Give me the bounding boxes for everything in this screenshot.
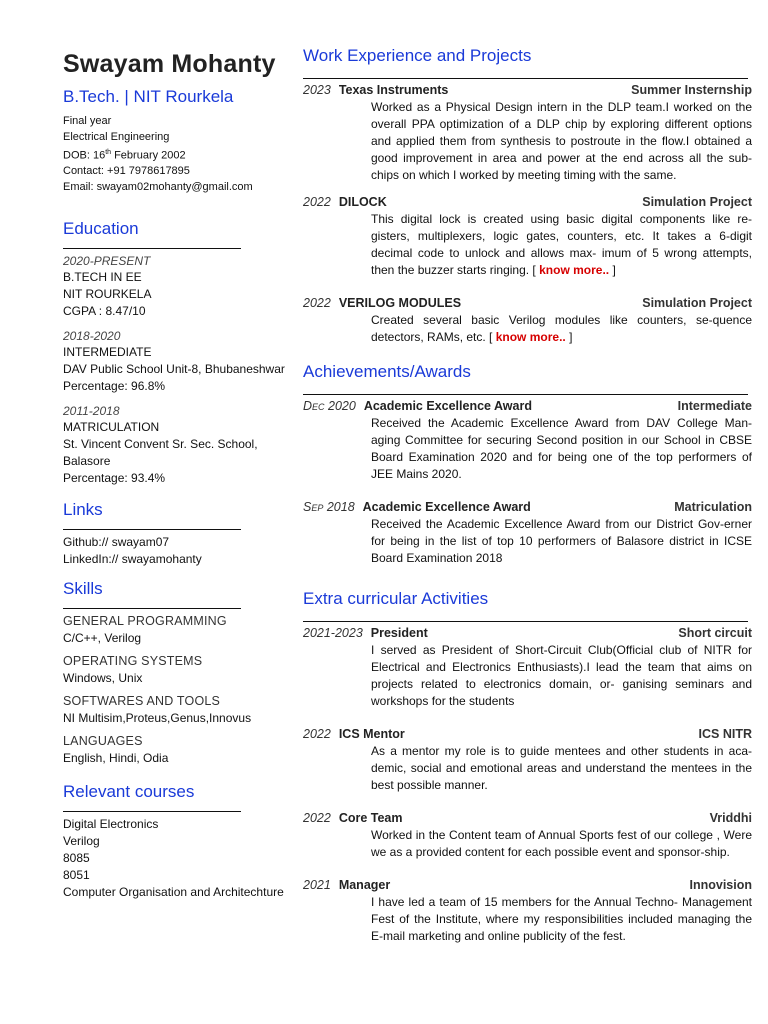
education-line: Balasore [63, 453, 111, 468]
entry-header [303, 810, 752, 827]
section-divider [63, 811, 241, 812]
skill-values: Windows, Unix [63, 670, 143, 685]
entry-description: I served as President of Short-Circuit Club(Official club of NITR for Electrical and Electronics Enthusiasts).I lead the team that aims on projects related to electronics domain, or- ganising seminars and workshops for the students [371, 643, 752, 708]
award-entry [303, 499, 752, 567]
entry-description: Worked in the Content team of Annual Sports fest of our college , Were we as a provided content for each possible event and sponsor-ship. [371, 828, 752, 859]
section-divider [303, 621, 748, 622]
section-divider [63, 248, 241, 249]
activity-entry [303, 625, 752, 710]
education-section [63, 218, 299, 487]
education-item [63, 328, 299, 395]
skill-category: LANGUAGES [63, 733, 143, 748]
activity-entry [303, 810, 752, 861]
description-text: This digital lock is created using basic digital components like re-gisters, multiplexers, logic gates, counters, etc. It takes a 6-digit decimal code to unlock and allows max- imum of 5 wrong attempts, then the buzzer starts ringing. [ [371, 212, 752, 277]
skill-category: OPERATING SYSTEMS [63, 653, 203, 668]
section-divider [303, 394, 748, 395]
education-line: INTERMEDIATE [63, 344, 152, 359]
entry-type: Simulation Project [642, 195, 752, 209]
section-divider [63, 608, 241, 609]
skills-section [63, 578, 299, 767]
courses-heading: Relevant courses [63, 781, 195, 801]
entry-description: As a mentor my role is to guide mentees and other students in aca-demic, social and emotional areas and understand the mentees in the best possible manner. [371, 744, 752, 792]
entry-title: Texas Instruments [338, 83, 449, 97]
entry-title: VERILOG MODULES [338, 296, 462, 310]
activity-entry [303, 877, 752, 945]
entry-date: 2022 [303, 296, 331, 310]
know-more-link[interactable]: know more.. [539, 263, 610, 277]
entry-type: Short circuit [678, 626, 752, 640]
entry-title: ICS Mentor [338, 727, 405, 741]
education-line: Percentage: 93.4% [63, 470, 166, 485]
education-year: 2011-2018 [63, 403, 120, 418]
entry-description: I have led a team of 15 members for the Annual Techno- Management Fest of the Institute, where my responsibilities included managing the E-mail marketing and online publicity of the fest. [371, 895, 752, 943]
dob-sup: th [105, 149, 112, 157]
entry-type: Innovision [689, 878, 752, 892]
entry-header [303, 499, 752, 516]
course-item: Digital Electronics [63, 816, 159, 831]
entry-date: 2022 [303, 811, 331, 825]
education-line: Percentage: 96.8% [63, 378, 166, 393]
awards-heading: Achievements/Awards [303, 362, 471, 381]
candidate-name: Swayam Mohanty [63, 50, 276, 78]
entry-description [371, 312, 752, 346]
entry-title: Academic Excellence Award [363, 399, 532, 413]
links-section [63, 499, 299, 568]
education-item [63, 253, 299, 320]
entry-header [303, 194, 752, 211]
description-tail: ] [565, 330, 573, 344]
skill-category: SOFTWARES AND TOOLS [63, 693, 221, 708]
skill-category: GENERAL PROGRAMMING [63, 613, 227, 628]
entry-description: Worked as a Physical Design intern in the DLP team.I worked on the overall PPA optimization of a DLP chip by exploring different options and applied them from synthesis to postroute in the flow.I obtained a good improvement in area and power at the end across all the sub-chips on which I worked by meeting timing with the same. [371, 100, 752, 182]
github-link[interactable]: Github:// swayam07 [63, 534, 170, 549]
education-line: St. Vincent Convent Sr. Sec. School, [63, 436, 258, 451]
entry-title: DILOCK [338, 195, 387, 209]
entry-type: Vriddhi [709, 811, 752, 825]
entry-header [303, 398, 752, 415]
extracurricular-section [303, 587, 752, 945]
degree-line: B.Tech. | NIT Rourkela [63, 87, 234, 106]
entry-type: Matriculation [674, 500, 752, 514]
activity-entry [303, 726, 752, 794]
entry-header [303, 82, 752, 99]
email-address[interactable]: Email: swayam02mohanty@gmail.com [63, 181, 253, 194]
entry-title: Core Team [338, 811, 403, 825]
entry-description: Received the Academic Excellence Award from DAV College Man-aging Committee for securing Second position in our School in CBSE Board Examination 2020 and for being one of the top performers of JEE Mains 2020. [371, 416, 752, 481]
entry-title: Academic Excellence Award [362, 500, 531, 514]
entry-type: Intermediate [677, 399, 752, 413]
education-line: CGPA : 8.47/10 [63, 303, 146, 318]
left-column [63, 46, 299, 901]
entry-date [303, 499, 355, 516]
linkedin-link[interactable]: LinkedIn:// swayamohanty [63, 551, 202, 566]
date-month-initial: D [303, 399, 313, 413]
entry-title: President [370, 626, 428, 640]
branch: Electrical Engineering [63, 130, 170, 143]
description-text: Created several basic Verilog modules like counters, se-quence detectors, RAMs, etc. [ [371, 313, 752, 344]
entry-type: ICS NITR [698, 727, 752, 741]
education-item [63, 403, 299, 487]
work-entry [303, 194, 752, 279]
entry-date [303, 398, 356, 415]
work-heading: Work Experience and Projects [303, 46, 532, 65]
skill-values: NI Multisim,Proteus,Genus,Innovus [63, 710, 252, 725]
entry-description: Received the Academic Excellence Award from our District Gov-erner for being in the list of top 10 performers of Balasore district in ICSE Board Examination 2018 [371, 517, 752, 565]
entry-date: 2023 [303, 83, 331, 97]
extracurricular-heading: Extra curricular Activities [303, 589, 489, 608]
entry-date: 2021-2023 [303, 626, 363, 640]
course-item: Computer Organisation and Architechture [63, 884, 284, 899]
course-item: Verilog [63, 833, 100, 848]
courses-section [63, 781, 299, 901]
course-item: 8085 [63, 850, 90, 865]
education-line: DAV Public School Unit-8, Bhubaneshwar [63, 361, 285, 376]
work-section [303, 44, 752, 346]
education-heading: Education [63, 218, 139, 238]
education-line: MATRICULATION [63, 419, 160, 434]
entry-type: Summer Insternship [631, 83, 752, 97]
entry-header [303, 295, 752, 312]
entry-date: 2022 [303, 195, 331, 209]
award-entry [303, 398, 752, 483]
section-divider [63, 529, 241, 530]
dob-prefix: DOB: 16 [63, 149, 106, 162]
date-month-rest: ep [311, 500, 324, 514]
right-column [303, 44, 752, 955]
entry-date: 2022 [303, 727, 331, 741]
entry-header [303, 726, 752, 743]
date-month-initial: S [303, 500, 312, 514]
education-line: B.TECH IN EE [63, 269, 142, 284]
education-year: 2018-2020 [63, 328, 121, 343]
know-more-link[interactable]: know more.. [495, 330, 566, 344]
date-month-rest: ec [312, 399, 325, 413]
education-line: NIT ROURKELA [63, 286, 152, 301]
awards-section [303, 360, 752, 567]
date-year: 2018 [323, 500, 355, 514]
entry-type: Simulation Project [642, 296, 752, 310]
links-heading: Links [63, 499, 103, 519]
dob-suffix: February 2002 [111, 149, 186, 162]
description-tail: ] [609, 263, 616, 277]
entry-title: Manager [338, 878, 391, 892]
entry-header [303, 625, 752, 642]
profile-meta [63, 114, 299, 196]
work-entry [303, 295, 752, 346]
skills-heading: Skills [63, 578, 103, 598]
date-year: 2020 [324, 399, 356, 413]
contact-number: Contact: +91 7978617895 [63, 165, 190, 178]
course-item: 8051 [63, 867, 90, 882]
skill-values: English, Hindi, Odia [63, 750, 169, 765]
entry-header [303, 877, 752, 894]
entry-date: 2021 [303, 878, 331, 892]
dob [63, 145, 299, 164]
entry-description [371, 211, 752, 279]
work-entry [303, 82, 752, 184]
education-year: 2020-PRESENT [63, 253, 151, 268]
skill-values: C/C++, Verilog [63, 630, 142, 645]
section-divider [303, 78, 748, 79]
year-of-study: Final year [63, 115, 112, 127]
